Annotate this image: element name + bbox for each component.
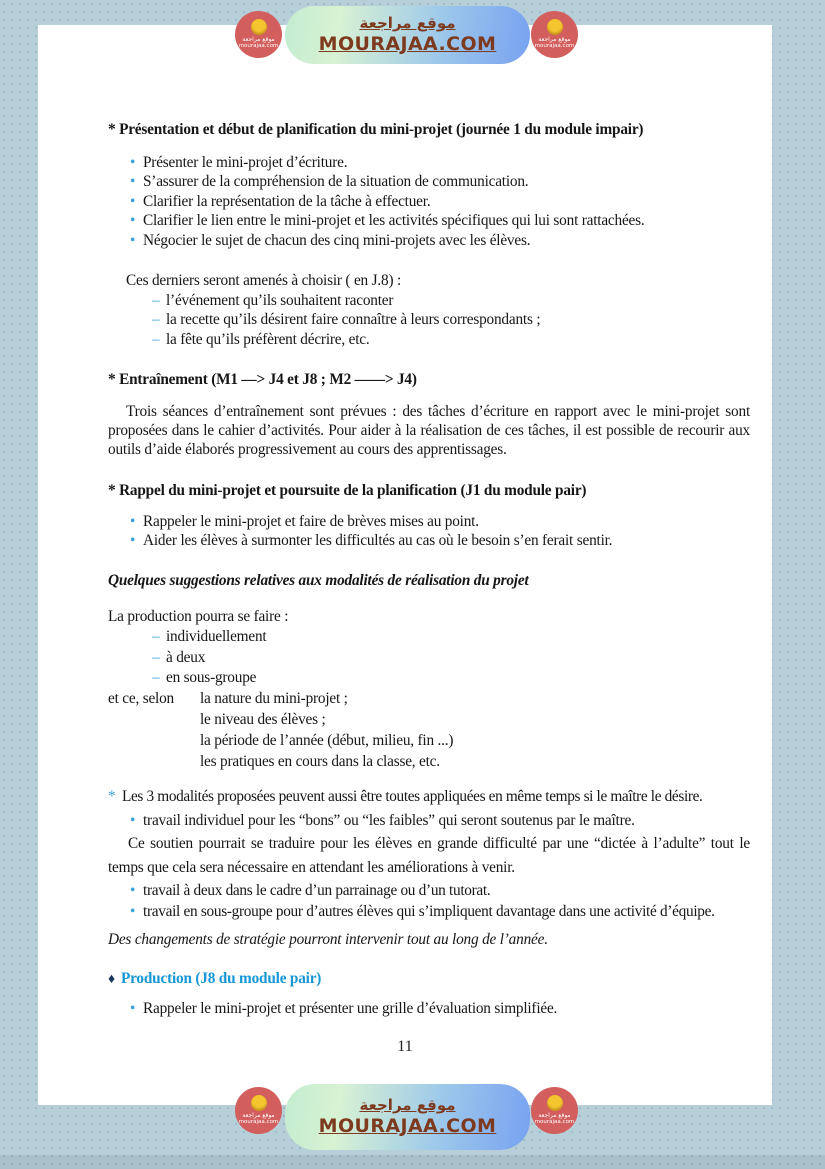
list-item: [108, 999, 750, 1019]
bullet-icon: •: [130, 212, 136, 229]
badge-site-text: mourajaa.com: [534, 1119, 575, 1125]
bullet-icon: •: [130, 881, 136, 899]
selon-block: [108, 689, 750, 772]
soutien-paragraph: Ce soutien pourrait se traduire pour les élèves en grande difficulté par une “dictée à l’adulte” tout le temps que cela sera nécessaire en attendant les améliorations à venir.: [108, 834, 750, 876]
list-item-text: travail individuel pour les “bons” ou “les faibles” qui seront soutenus par le maître.: [143, 812, 635, 830]
diamond-icon: ♦: [108, 971, 115, 987]
bullet-icon: •: [130, 173, 136, 190]
list-item: [108, 811, 750, 831]
list-item: [108, 330, 750, 350]
heading-production-text: Production (J8 du module pair): [120, 969, 322, 987]
dash-icon: –: [152, 330, 160, 348]
modalites-bullets-23: [108, 880, 750, 923]
list-item-text: Aider les élèves à surmonter les difficultés au cas où le besoin s’en ferait sentir.: [143, 532, 613, 550]
bullet-icon: •: [130, 512, 136, 530]
list-item-text: en sous-groupe: [166, 669, 257, 687]
selon-item: les pratiques en cours dans la classe, etc.: [200, 752, 440, 770]
site-badge: [531, 1087, 578, 1134]
selon-label: et ce, selon: [108, 690, 174, 708]
modalites-bullet-1-wrap: [108, 811, 750, 831]
badge-site-text: mourajaa.com: [238, 1119, 279, 1125]
list-item-text: l’événement qu’ils souhaitent raconter: [166, 291, 394, 309]
bullet-icon: •: [130, 999, 136, 1017]
heading-rappel: * Rappel du mini-projet et poursuite de la planification (J1 du module pair): [108, 482, 587, 500]
book-logo-icon: [547, 1095, 563, 1111]
page-number: 11: [397, 1038, 413, 1055]
entrainement-paragraph: Trois séances d’entraînement sont prévues : des tâches d’écriture en rapport avec le mini-projet sont proposées dans le cahier d’activités. Pour aider à la réalisation de ces tâches, il est possible de recourir aux outils d’aide élaborés progressivement au cours des apprentissages.: [108, 402, 750, 459]
selon-items: [200, 689, 453, 772]
list-item-text: travail à deux dans le cadre d’un parrainage ou d’un tutorat.: [143, 881, 491, 899]
book-logo-icon: [251, 19, 267, 35]
heading-presentation: * Présentation et début de planification du mini-projet (journée 1 du module impair): [108, 121, 644, 138]
site-badge: [531, 11, 578, 58]
asterisk-icon: *: [108, 788, 116, 806]
bullet-icon: •: [130, 903, 136, 921]
bottom-edge-strip: [0, 1155, 825, 1169]
list-item: [108, 231, 750, 251]
bullet-icon: •: [130, 812, 136, 830]
list-item-text: Clarifier la représentation de la tâche à effectuer.: [143, 192, 431, 210]
list-item-text: Présenter le mini-projet d’écriture.: [143, 153, 348, 171]
footer-site-banner: [285, 1084, 530, 1150]
heading-production: [108, 969, 750, 990]
list-item: [108, 627, 750, 648]
badge-arabic-text: موقع مراجعة: [538, 1112, 571, 1119]
dash-icon: –: [152, 669, 160, 687]
site-badge: [235, 1087, 282, 1134]
dash-icon: –: [152, 311, 160, 328]
dash-icon: –: [152, 291, 160, 309]
banner-site-text: MOURAJAA.COM: [318, 1115, 497, 1137]
list-item-text: travail en sous-groupe pour d’autres élèves qui s’impliquent davantage dans une activité d’équipe.: [143, 903, 715, 921]
dash-icon: –: [152, 627, 160, 645]
badge-site-text: mourajaa.com: [534, 43, 575, 49]
list-item-text: Rappeler le mini-projet et présenter une grille d’évaluation simplifiée.: [143, 999, 558, 1017]
badge-arabic-text: موقع مراجعة: [242, 1112, 275, 1119]
modalites-note-text: Les 3 modalités proposées peuvent aussi être toutes appliquées en même temps si le maître le désire.: [122, 788, 703, 806]
heading-suggestions: Quelques suggestions relatives aux modalités de réalisation du projet: [108, 571, 529, 589]
banner-site-text: MOURAJAA.COM: [318, 33, 497, 55]
bullet-icon: •: [130, 532, 136, 550]
production-intro: La production pourra se faire :: [108, 608, 289, 626]
bullet-icon: •: [130, 231, 136, 249]
selon-item: la nature du mini-projet ;: [200, 690, 348, 708]
banner-arabic-text: موقع مراجعة: [359, 1096, 456, 1114]
document-page: [38, 25, 772, 1105]
badge-arabic-text: موقع مراجعة: [538, 36, 571, 43]
list-item-text: S’assurer de la compréhension de la situation de communication.: [143, 173, 529, 190]
list-item: [108, 153, 750, 173]
choisir-intro: Ces derniers seront amenés à choisir ( en J.8) :: [126, 272, 402, 289]
list-item: [108, 531, 750, 551]
choisir-dash-list: [108, 291, 750, 350]
list-item: [108, 291, 750, 311]
book-logo-icon: [251, 1095, 267, 1111]
document-content: [108, 120, 750, 1018]
list-item-text: à deux: [166, 648, 206, 666]
list-item: [108, 880, 750, 902]
header-site-banner: [285, 6, 530, 64]
list-item-text: la recette qu’ils désirent faire connaître à leurs correspondants ;: [166, 311, 541, 328]
list-item: [108, 211, 750, 231]
modalites-note: [108, 787, 750, 807]
dash-icon: –: [152, 648, 160, 666]
production-bullet-wrap: [108, 999, 750, 1019]
selon-item: la période de l’année (début, milieu, fin ...): [200, 731, 454, 749]
list-item-text: Rappeler le mini-projet et faire de brèves mises au point.: [143, 512, 479, 530]
list-item: [108, 192, 750, 212]
bullet-icon: •: [130, 192, 136, 210]
modes-dash-list: [108, 627, 750, 689]
list-item-text: la fête qu’ils préfèrent décrire, etc.: [166, 330, 370, 348]
book-logo-icon: [547, 19, 563, 35]
badge-site-text: mourajaa.com: [238, 43, 279, 49]
badge-arabic-text: موقع مراجعة: [242, 36, 275, 43]
list-item: [108, 172, 750, 192]
list-item-text: individuellement: [166, 627, 267, 645]
strategie-note: Des changements de stratégie pourront intervenir tout au long de l’année.: [108, 931, 548, 949]
site-badge: [235, 11, 282, 58]
list-item-text: Clarifier le lien entre le mini-projet et les activités spécifiques qui lui sont rattachées.: [143, 212, 645, 229]
list-item: [108, 648, 750, 669]
selon-item: le niveau des élèves ;: [200, 710, 326, 728]
list-item-text: Négocier le sujet de chacun des cinq mini-projets avec les élèves.: [143, 231, 531, 249]
list-item: [108, 901, 750, 923]
presentation-bullet-list: [108, 153, 750, 251]
list-item: [108, 512, 750, 532]
list-item: [108, 310, 750, 330]
list-item: [108, 668, 750, 689]
rappel-bullet-list: [108, 512, 750, 551]
bullet-icon: •: [130, 153, 136, 171]
banner-arabic-text: موقع مراجعة: [359, 14, 456, 32]
heading-entrainement: * Entraînement (M1 —> J4 et J8 ; M2 ——> J4): [108, 370, 417, 388]
